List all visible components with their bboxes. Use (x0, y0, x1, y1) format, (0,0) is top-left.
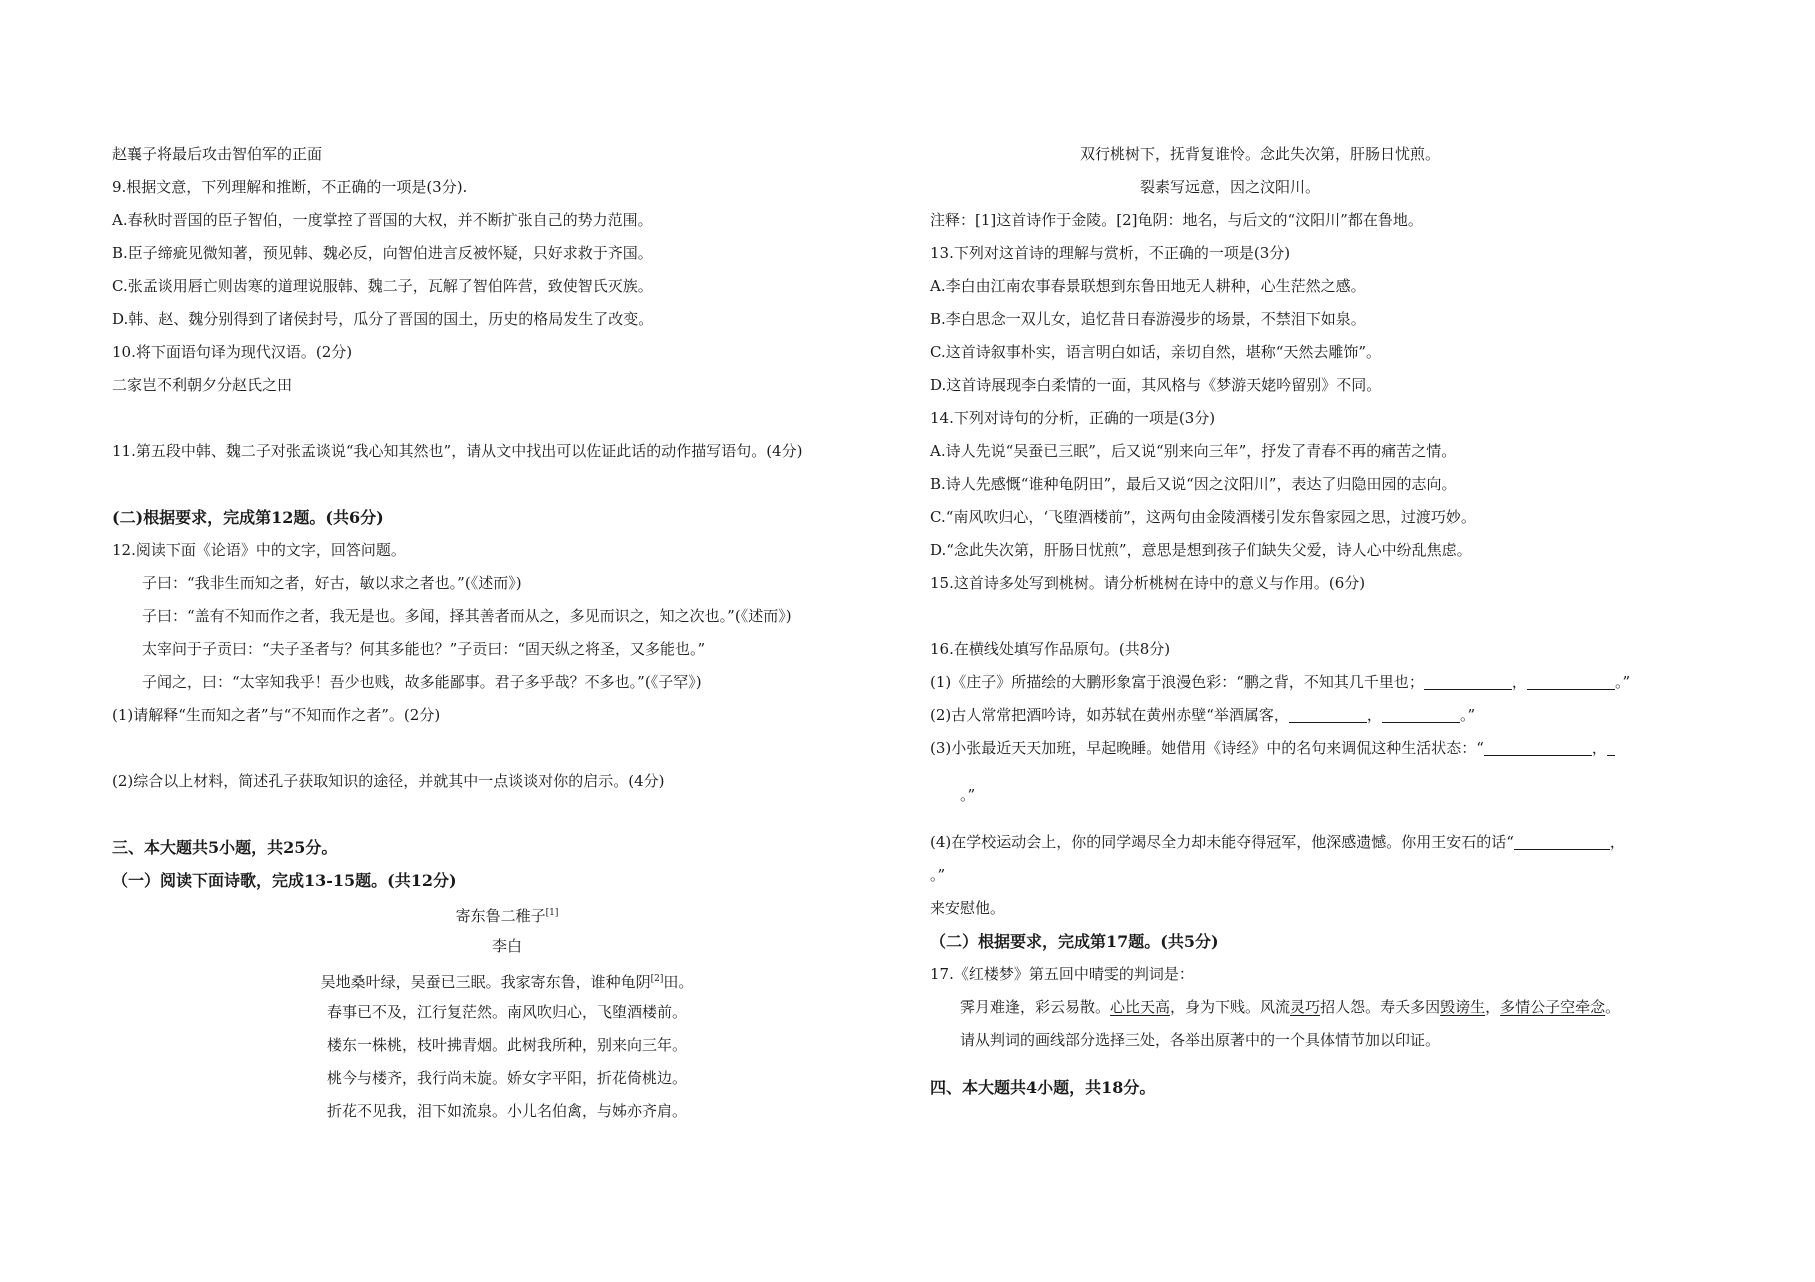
verdict-underline-2: 灵巧 (1290, 998, 1321, 1016)
poem-line-1-part-a: 吴地桑叶绿，吴蚕已三眠。我家寄东鲁，谁种龟阴 (320, 973, 651, 991)
question-9: 9.根据文意，下列理解和推断，不正确的一项是(3分). (112, 178, 468, 196)
analects-passage-4: 子闻之，曰：“太宰知我乎！吾少也贱，故多能鄙事。君子多乎哉？不多也。”(《子罕》) (142, 673, 702, 691)
verdict-part-d: ， (1485, 998, 1501, 1016)
question-16-2 (930, 699, 1720, 732)
question-16: 16.在横线处填写作品原句。(共8分) (930, 640, 1171, 658)
fill-blank[interactable] (1424, 671, 1512, 690)
fill-blank[interactable] (1514, 831, 1610, 850)
poem-line-7: 裂素写远意，因之汶阳川。 (1139, 178, 1320, 196)
poem-author: 李白 (491, 937, 522, 955)
poem-line-1-part-b: 田。 (663, 973, 694, 991)
question-10: 10.将下面语句译为现代汉语。(2分) (112, 343, 353, 361)
poem-line-3: 楼东一株桃，枝叶拂青烟。此树我所种，别来向三年。 (326, 1036, 687, 1054)
poem-line-6: 双行桃树下，抚背复谁怜。念此失次第，肝肠日忧煎。 (1079, 145, 1440, 163)
question-16-2-text: (2)古人常常把酒吟诗，如苏轼在黄州赤壁“举酒属客， (930, 706, 1289, 724)
section-heading-3: 三、本大题共5小题，共25分。 (112, 838, 338, 857)
fill-blank[interactable] (1527, 671, 1615, 690)
answer-space (930, 600, 1720, 633)
analects-passage-2: 子曰：“盖有不知而作之者，我无是也。多闻，择其善者而从之，多见而识之，知之次也。”(《述而》) (142, 607, 792, 625)
poem-line-5: 折花不见我，泪下如流泉。小儿名伯禽，与姊亦齐肩。 (326, 1102, 687, 1120)
left-column (112, 138, 902, 1128)
question-16-4-tail: 来安慰他。 (930, 899, 1006, 917)
question-13-option-a: A.李白由江南农事春景联想到东鲁田地无人耕种，心生茫然之感。 (930, 277, 1366, 295)
question-17-requirement: 请从判词的画线部分选择三处，各举出原著中的一个具体情节加以印证。 (960, 1031, 1441, 1049)
answer-space (112, 402, 902, 435)
blank-separator: ， (1609, 833, 1625, 851)
question-12-2: (2)综合以上材料，简述孔子获取知识的途径，并就其中一点谈谈对你的启示。(4分) (112, 772, 665, 790)
analects-passage-3: 太宰问于子贡曰：“夫子圣者与？何其多能也？”子贡曰：“固天纵之将圣，又多能也。” (142, 640, 706, 658)
blank-separator: ， (1366, 706, 1382, 724)
qingwen-verdict (930, 991, 1720, 1024)
question-13: 13.下列对这首诗的理解与赏析，不正确的一项是(3分) (930, 244, 1291, 262)
question-13-option-b: B.李白思念一双儿女，追忆昔日春游漫步的场景，不禁泪下如泉。 (930, 310, 1366, 328)
question-16-3-text: (3)小张最近天天加班，早起晚睡。她借用《诗经》中的名句来调侃这种生活状态：“ (930, 739, 1484, 757)
question-11: 11.第五段中韩、魏二子对张孟谈说“我心知其然也”，请从文中找出可以佐证此话的动作描写语句。(4分) (112, 442, 803, 460)
section-heading-3-2: （二）根据要求，完成第17题。(共5分) (930, 932, 1219, 951)
question-9-option-c: C.张孟谈用唇亡则齿寒的道理说服韩、魏二子，瓦解了智伯阵营，致使智氏灭族。 (112, 277, 653, 295)
blank-end: 。” (1614, 673, 1631, 691)
verdict-part-b: ，身为下贱。风流 (1170, 998, 1291, 1016)
analects-passage-1: 子曰：“我非生而知之者，好古，敏以求之者也。”(《述而》) (142, 574, 522, 592)
fill-blank[interactable] (1382, 704, 1460, 723)
question-10-sentence: 二家岂不利朝夕分赵氏之田 (112, 376, 293, 394)
answer-option-line: 赵襄子将最后攻击智伯军的正面 (112, 145, 323, 163)
question-14-option-c: C.“南风吹归心，‘飞堕酒楼前”，这两句由金陵酒楼引发东鲁家园之思，过渡巧妙。 (930, 508, 1476, 526)
question-13-option-d: D.这首诗展现李白柔情的一面，其风格与《梦游天姥吟留别》不同。 (930, 376, 1382, 394)
question-16-1 (930, 666, 1720, 699)
question-16-1-text: (1)《庄子》所描绘的大鹏形象富于浪漫色彩：“鹏之背，不知其几千里也； (930, 673, 1424, 691)
question-17: 17.《红楼梦》第五回中晴雯的判词是： (930, 965, 1194, 983)
answer-space (112, 468, 902, 501)
question-14-option-a: A.诗人先说“吴蚕已三眠”，后又说“别来向三年”，抒发了青春不再的痛苦之情。 (930, 442, 1457, 460)
verdict-underline-4: 多情公子空牵念 (1500, 998, 1606, 1016)
question-14: 14.下列对诗句的分析，正确的一项是(3分) (930, 409, 1216, 427)
question-9-option-d: D.韩、赵、魏分别得到了诸侯封号，瓜分了晋国的国土，历史的格局发生了改变。 (112, 310, 654, 328)
answer-space (112, 732, 902, 765)
section-heading-2: (二)根据要求，完成第12题。(共6分) (112, 508, 384, 527)
question-14-option-d: D.“念此失次第，肝肠日忧煎”，意思是想到孩子们缺失父爱，诗人心中纷乱焦虑。 (930, 541, 1472, 559)
question-12: 12.阅读下面《论语》中的文字，回答问题。 (112, 541, 406, 559)
poem-note: 注释：[1]这首诗作于金陵。[2]龟阴：地名，与后文的“汶阳川”都在鲁地。 (930, 211, 1423, 229)
poem-line-4: 桃今与楼齐，我行尚未旋。娇女字平阳，折花倚桃边。 (326, 1069, 687, 1087)
verdict-part-a: 霁月难逢，彩云易散。 (960, 998, 1111, 1016)
question-16-4-end: 。” (930, 866, 946, 884)
question-16-3-end: 。” (960, 786, 976, 804)
question-9-option-a: A.春秋时晋国的臣子智伯，一度掌控了晋国的大权，并不断扩张自己的势力范围。 (112, 211, 653, 229)
poem-line-2: 春事已不及，江行复茫然。南风吹归心，飞堕酒楼前。 (326, 1003, 687, 1021)
answer-space (112, 798, 902, 831)
blank-end: 。” (1459, 706, 1476, 724)
poem-title (112, 897, 902, 930)
blank-separator: ， (1511, 673, 1527, 691)
question-12-1: (1)请解释“生而知之者”与“不知而作之者”。(2分) (112, 706, 441, 724)
fill-blank[interactable] (1607, 737, 1615, 756)
question-15: 15.这首诗多处写到桃树。请分析桃树在诗中的意义与作用。(6分) (930, 574, 1366, 592)
blank-separator: ， (1591, 739, 1607, 757)
question-16-4-text: (4)在学校运动会上，你的同学竭尽全力却未能夺得冠军，他深感遗憾。你用王安石的话“ (930, 833, 1514, 851)
question-9-option-b: B.臣子缔疵见微知著，预见韩、魏必反，向智伯进言反被怀疑，只好求救于齐国。 (112, 244, 653, 262)
right-column (930, 138, 1720, 1104)
section-heading-4: 四、本大题共4小题，共18分。 (930, 1078, 1156, 1097)
fill-blank[interactable] (1289, 704, 1367, 723)
question-14-option-b: B.诗人先感慨“谁种龟阴田”，最后又说“因之汶阳川”，表达了归隐田园的志向。 (930, 475, 1457, 493)
question-16-3 (930, 732, 1720, 765)
question-16-4 (930, 826, 1720, 859)
fill-blank[interactable] (1484, 737, 1592, 756)
poem-line-1 (112, 963, 902, 996)
section-heading-3-1: （一）阅读下面诗歌，完成13-15题。(共12分) (112, 871, 457, 890)
verdict-underline-3: 毁谤生 (1440, 998, 1486, 1016)
poem-title-text: 寄东鲁二稚子 (455, 907, 546, 925)
verdict-underline-1: 心比天高 (1110, 998, 1171, 1016)
verdict-part-c: 招人怨。寿夭多因 (1320, 998, 1441, 1016)
footnote-marker: [2] (650, 974, 664, 984)
verdict-part-e: 。 (1605, 998, 1621, 1016)
footnote-marker: [1] (545, 908, 559, 918)
question-13-option-c: C.这首诗叙事朴实，语言明白如话，亲切自然，堪称“天然去雕饰”。 (930, 343, 1382, 361)
